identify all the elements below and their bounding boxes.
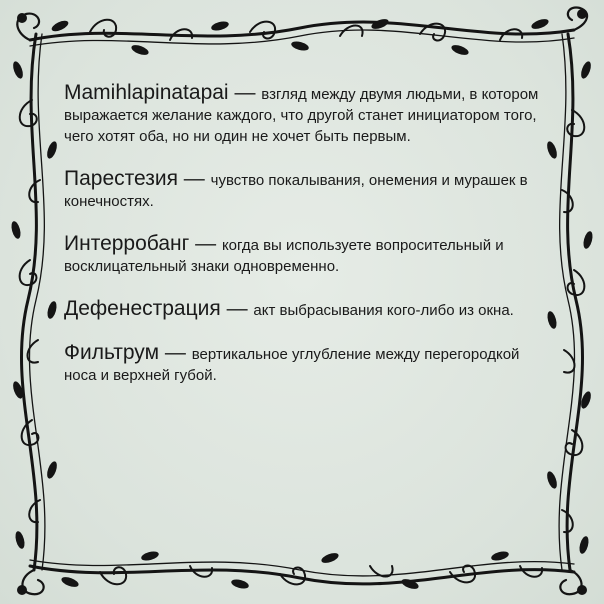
entry-definition: чувство покалывания, онемения и мурашек в конечностях.	[64, 172, 528, 210]
glossary-entry	[64, 298, 544, 321]
entry-definition: акт выбрасывания кого-либо из окна.	[253, 302, 514, 319]
glossary-entry	[64, 233, 544, 277]
entry-dash: —	[228, 81, 262, 104]
entry-definition: взгляд между двумя людьми, в котором выражается желание каждого, что другой станет инициатором того, чего хотят оба, но ни один не хочет быть первым.	[64, 86, 539, 145]
glossary-list	[64, 82, 544, 407]
entry-term: Фильтрум	[64, 341, 160, 364]
entry-term: Дефенестрация	[64, 297, 221, 320]
entry-dash: —	[189, 232, 222, 255]
glossary-entry	[64, 82, 544, 147]
glossary-entry	[64, 168, 544, 212]
entry-definition: вертикальное углубление между перегородкой носа и верхней губой.	[64, 346, 520, 384]
entry-definition: когда вы используете вопросительный и восклицательный знаки одновременно.	[64, 237, 504, 275]
entry-dash: —	[177, 167, 211, 190]
glossary-entry	[64, 342, 544, 386]
entry-dash: —	[159, 341, 192, 364]
entry-term: Интерробанг	[64, 232, 190, 255]
entry-term: Mamihlapinatapai	[64, 81, 229, 104]
entry-dash: —	[220, 297, 254, 320]
entry-term: Парестезия	[64, 167, 178, 190]
